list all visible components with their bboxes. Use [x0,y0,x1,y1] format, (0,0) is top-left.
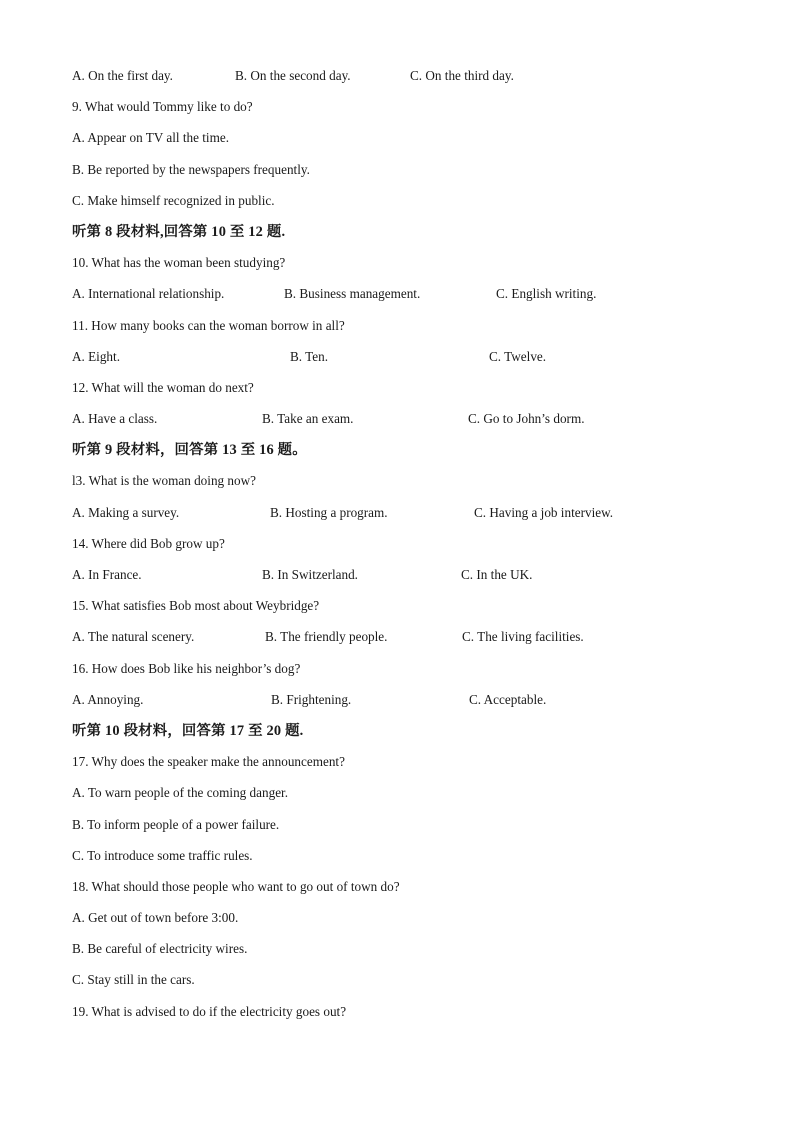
question-line: 19. What is advised to do if the electricity goes out? [72,1003,347,1019]
answer-option: B. Business management. [284,286,421,302]
answer-option: B. Ten. [290,348,329,364]
answer-option: A. The natural scenery. [72,629,195,645]
question-line: 15. What satisfies Bob most about Weybridge? [72,598,320,614]
question-line: A. Get out of town before 3:00. [72,910,239,926]
answer-options-row [72,625,752,656]
answer-option: A. Have a class. [72,411,158,427]
answer-options-row [72,282,752,313]
answer-option: C. On the third day. [410,68,514,83]
answer-option: C. English writing. [496,286,597,302]
question-line: 17. Why does the speaker make the announcement? [72,754,345,770]
question-line: A. To warn people of the coming danger. [72,785,289,801]
question-line: B. Be reported by the newspapers frequently. [72,161,310,177]
answer-option: C. The living facilities. [462,629,584,645]
question-line: C. Stay still in the cars. [72,972,195,988]
question-line: 16. How does Bob like his neighbor’s dog? [72,660,301,676]
answer-options-row [72,501,752,532]
answer-option: C. Having a job interview. [474,504,614,520]
section-heading: 听第 8 段材料,回答第 10 至 12 题. [72,223,286,240]
answer-option: A. Eight. [72,348,120,364]
answer-option: C. In the UK. [461,567,533,582]
answer-option: A. Making a survey. [72,504,180,520]
answer-option: C. Twelve. [489,348,547,364]
question-line: 14. Where did Bob grow up? [72,535,225,551]
question-line: 11. How many books can the woman borrow in all? [72,317,345,333]
section-heading: 听第 9 段材料，回答第 13 至 16 题。 [72,442,307,459]
question-line: 12. What will the woman do next? [72,379,254,395]
answer-option: B. Frightening. [271,691,352,707]
question-line: A. Appear on TV all the time. [72,130,229,146]
answer-option: A. Annoying. [72,691,144,707]
question-line: 10. What has the woman been studying? [72,255,286,271]
question-line: B. Be careful of electricity wires. [72,941,248,957]
answer-options-row [72,407,752,438]
answer-option: B. In Switzerland. [262,567,358,582]
answer-option: B. Take an exam. [262,411,354,427]
answer-option: C. Go to John’s dorm. [468,411,585,427]
question-line: l3. What is the woman doing now? [72,473,256,489]
answer-options-row [72,64,752,95]
answer-option: B. On the second day. [235,68,351,83]
question-line: B. To inform people of a power failure. [72,816,280,832]
question-line: 18. What should those people who want to go out of town do? [72,878,400,894]
answer-option: A. International relationship. [72,286,225,302]
answer-options-row [72,345,752,376]
answer-option: B. The friendly people. [265,629,388,645]
answer-option: C. Acceptable. [469,691,547,707]
answer-options-row [72,563,752,594]
question-line: 9. What would Tommy like to do? [72,99,253,115]
question-line: C. Make himself recognized in public. [72,192,275,208]
section-heading: 听第 10 段材料，回答第 17 至 20 题. [72,722,304,739]
answer-option: A. On the first day. [72,68,173,83]
answer-options-row [72,688,752,719]
answer-option: A. In France. [72,567,142,582]
document-page [72,64,752,1031]
question-line: C. To introduce some traffic rules. [72,847,253,863]
answer-option: B. Hosting a program. [270,504,388,520]
